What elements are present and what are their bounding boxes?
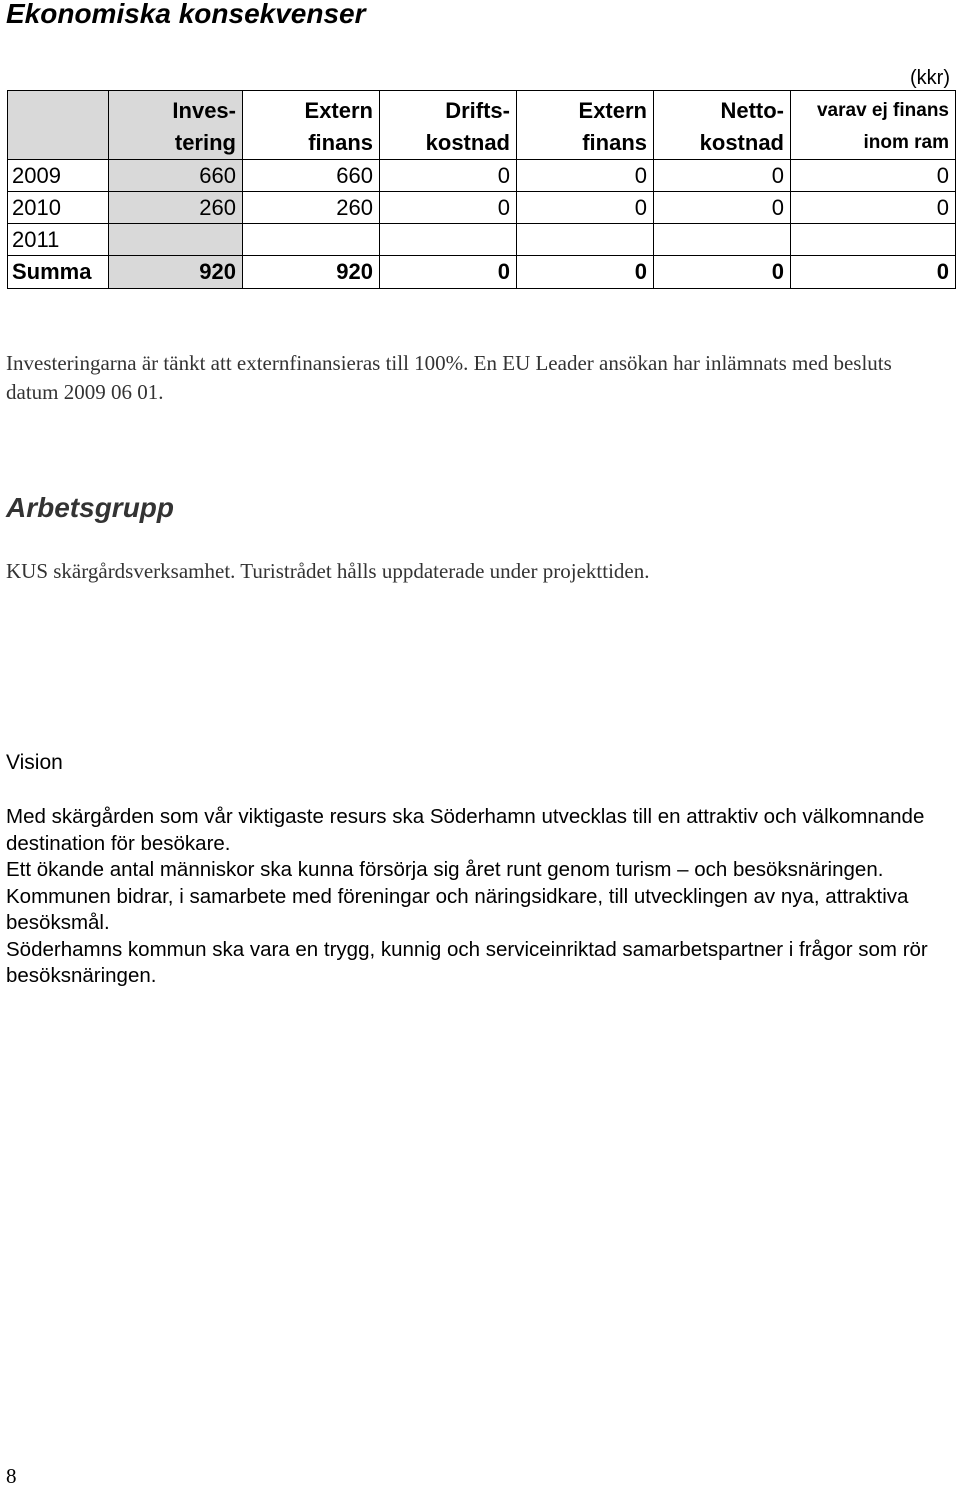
vision-paragraph: Med skärgården som vår viktigaste resurs ska Söderhamn utvecklas till en attraktiv och välkomnande destination för besökare.: [6, 805, 925, 855]
vision-body: [6, 804, 936, 990]
table-cell-summa: Summa: [8, 256, 109, 289]
table-cell: [791, 224, 956, 256]
vision-heading: Vision: [6, 751, 63, 774]
header-cell-extern-finans: Extern finans: [243, 91, 380, 160]
page-number: 8: [6, 1464, 17, 1488]
table-cell: 0: [517, 160, 654, 192]
header-cell-varav-ej-finans: varav ej finans inom ram: [791, 91, 956, 160]
table-cell: 0: [791, 160, 956, 192]
table-cell: 0: [517, 256, 654, 289]
header-cell-empty: [8, 91, 109, 160]
vision-paragraph: Ett ökande antal människor ska kunna försörja sig året runt genom turism – och besöksnäringen.: [6, 858, 884, 881]
header-cell-extern-finans-2: Extern finans: [517, 91, 654, 160]
table-cell-year: 2010: [8, 192, 109, 224]
section-title: Ekonomiska konsekvenser: [6, 0, 366, 29]
table-cell: [109, 224, 243, 256]
table-cell-year: 2009: [8, 160, 109, 192]
table-cell: [517, 224, 654, 256]
table-cell: 0: [380, 160, 517, 192]
table-cell: 260: [109, 192, 243, 224]
unit-label: (kkr): [910, 67, 950, 89]
table-cell: 0: [380, 256, 517, 289]
table-cell: 920: [109, 256, 243, 289]
table-cell: 0: [791, 192, 956, 224]
table-cell: [380, 224, 517, 256]
table-row: [8, 160, 956, 192]
finance-table: [7, 90, 956, 289]
table-cell: 0: [517, 192, 654, 224]
header-cell-nettokostnad: Netto- kostnad: [654, 91, 791, 160]
table-cell: 0: [654, 160, 791, 192]
header-cell-investering: Inves- tering: [109, 91, 243, 160]
workgroup-paragraph: KUS skärgårdsverksamhet. Turistrådet hålls uppdaterade under projekttiden.: [6, 559, 650, 583]
table-row: [8, 224, 956, 256]
table-cell: 260: [243, 192, 380, 224]
table-cell: 0: [654, 256, 791, 289]
table-summary-row: [8, 256, 956, 289]
vision-paragraph: Söderhamns kommun ska vara en trygg, kunnig och serviceinriktad samarbetspartner i frågor som rör besöksnäringen.: [6, 937, 928, 987]
table-cell: 660: [109, 160, 243, 192]
table-row: [8, 192, 956, 224]
table-cell: 0: [791, 256, 956, 289]
table-cell: 0: [380, 192, 517, 224]
header-cell-driftskostnad: Drifts- kostnad: [380, 91, 517, 160]
intro-paragraph: Investeringarna är tänkt att externfinansieras till 100%. En EU Leader ansökan har inlämnats med besluts datum 2009 06 01.: [6, 351, 892, 404]
table-cell: 0: [654, 192, 791, 224]
table-cell-year: 2011: [8, 224, 109, 256]
table-cell: [243, 224, 380, 256]
table-cell: 660: [243, 160, 380, 192]
table-cell: [654, 224, 791, 256]
vision-paragraph: Kommunen bidrar, i samarbete med föreningar och näringsidkare, till utvecklingen av nya, attraktiva besöksmål.: [6, 884, 909, 934]
workgroup-heading: Arbetsgrupp: [6, 492, 174, 523]
table-cell: 920: [243, 256, 380, 289]
table-header-row: [8, 91, 956, 160]
